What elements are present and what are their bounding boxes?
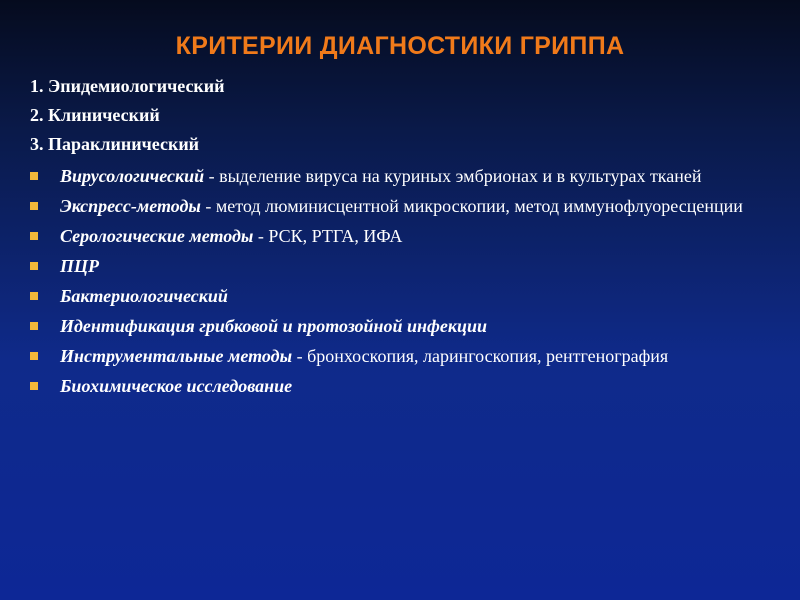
bullet-item — [30, 165, 790, 187]
bullet-term: Серологические методы — [60, 226, 254, 246]
bullet-list — [30, 165, 790, 405]
square-bullet-icon — [30, 352, 38, 360]
bullet-desc: - выделение вируса на куриных эмбрионах и в культурах тканей — [204, 166, 702, 186]
bullet-desc: - метод люминисцентной микроскопии, метод иммунофлуоресценции — [200, 196, 743, 216]
bullet-item — [30, 225, 790, 247]
bullet-term: Вирусологический — [60, 166, 205, 186]
bullet-item — [30, 255, 790, 277]
square-bullet-icon — [30, 202, 38, 210]
square-bullet-icon — [30, 292, 38, 300]
numbered-list — [30, 72, 225, 159]
bullet-item — [30, 345, 790, 367]
bullet-term: Бактериологический — [60, 286, 228, 306]
bullet-item — [30, 315, 790, 337]
square-bullet-icon — [30, 262, 38, 270]
bullet-desc: - РСК, РТГА, ИФА — [253, 226, 403, 246]
bullet-item — [30, 375, 790, 397]
bullet-item — [30, 195, 790, 217]
bullet-item — [30, 285, 790, 307]
bullet-term: Биохимическое исследование — [60, 376, 293, 396]
numbered-item: 3. Параклинический — [30, 134, 200, 154]
bullet-term: Идентификация грибковой и протозойной инфекции — [60, 316, 488, 336]
square-bullet-icon — [30, 322, 38, 330]
bullet-term: ПЦР — [60, 256, 99, 276]
square-bullet-icon — [30, 382, 38, 390]
numbered-item: 2. Клинический — [30, 105, 160, 125]
bullet-term: Экспресс-методы — [60, 196, 201, 216]
square-bullet-icon — [30, 232, 38, 240]
square-bullet-icon — [30, 172, 38, 180]
bullet-desc: - бронхоскопия, ларингоскопия, рентгенография — [292, 346, 669, 366]
slide-title: КРИТЕРИИ ДИАГНОСТИКИ ГРИППА — [175, 32, 625, 60]
bullet-term: Инструментальные методы — [60, 346, 293, 366]
numbered-item: 1. Эпидемиологический — [30, 76, 225, 96]
